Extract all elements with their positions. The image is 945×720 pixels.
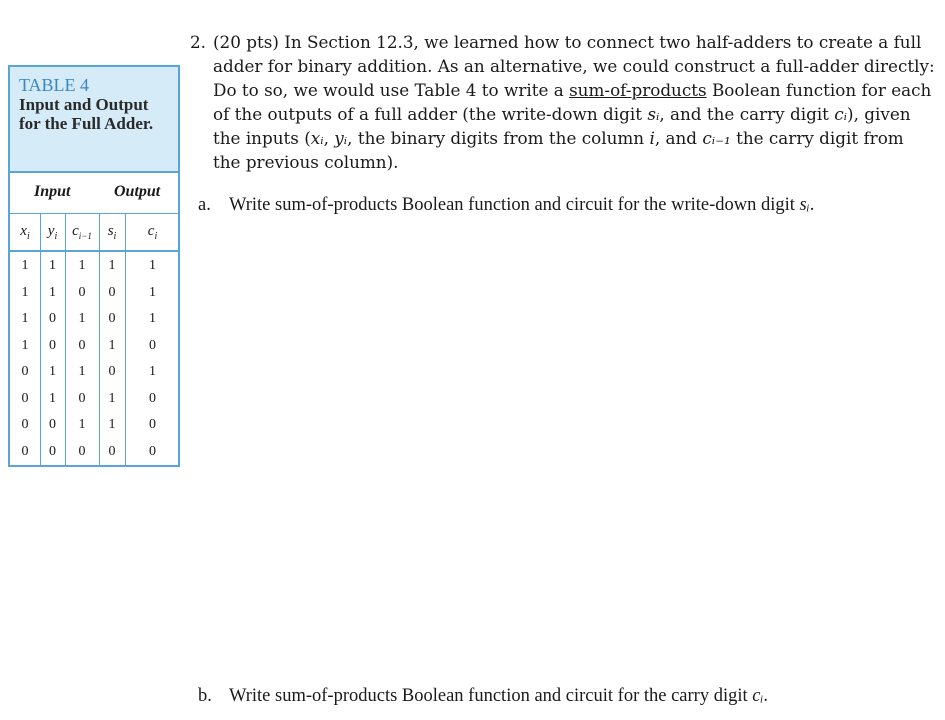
part-a [198, 195, 814, 216]
column-header-c-prev: $c_{i-1}$ [72, 223, 92, 241]
part-b-label: b. [198, 686, 212, 706]
cell-c-prev: 1 [78, 364, 86, 379]
question-text-part: Boolean function for each of the outputs of a full adder (the write-down digit [213, 80, 932, 124]
cell-x: 0 [21, 390, 29, 406]
part-a-end: . [809, 195, 815, 215]
var-s-i: sᵢ [647, 104, 660, 124]
table-row [10, 307, 178, 334]
cell-c: 0 [149, 390, 156, 406]
column-header-c: $c_i$ [147, 223, 158, 242]
group-header-row [10, 173, 178, 214]
part-a-text: Write sum-of-products Boolean function and circuit for the write-down digit [229, 195, 800, 215]
column-header-x: $x_i$ [20, 223, 30, 242]
cell-s: 1 [108, 337, 116, 353]
cell-y: 1 [49, 284, 56, 300]
table-row [10, 254, 178, 281]
cell-x: 0 [21, 417, 29, 432]
cell-c: 1 [149, 258, 156, 273]
table-row [10, 334, 178, 361]
truth-table [8, 65, 180, 467]
cell-c: 0 [149, 417, 156, 432]
table-row [10, 387, 178, 414]
cell-y: 0 [49, 311, 56, 326]
cell-c-prev: 1 [78, 311, 86, 326]
var-c-i: cᵢ [834, 104, 848, 124]
var-y-i: yᵢ [334, 128, 348, 148]
column-header-s: $s_i$ [107, 223, 117, 242]
cell-c-prev: 0 [78, 390, 86, 406]
cell-x: 0 [21, 443, 29, 459]
table-number: TABLE 4 [19, 75, 90, 95]
cell-c: 1 [149, 284, 156, 300]
cell-c-prev: 0 [78, 443, 86, 459]
cell-y: 1 [49, 258, 56, 273]
var-c-prev: cᵢ₋₁ [702, 128, 731, 148]
cell-s: 1 [108, 390, 116, 406]
question-text-part: , and [654, 128, 703, 148]
cell-y: 0 [49, 443, 56, 459]
cell-x: 1 [21, 284, 29, 300]
part-b [198, 686, 768, 707]
cell-c-prev: 1 [78, 417, 86, 432]
cell-s: 0 [108, 284, 116, 300]
cell-s: 0 [108, 364, 116, 379]
cell-s: 0 [108, 311, 116, 326]
table-row [10, 440, 178, 467]
question-text-part: the carry digit from the previous column). [213, 128, 904, 172]
cell-c: 0 [149, 337, 156, 353]
question-text-part: (20 pts) In Section 12.3, we learned how to connect two half-adders to create a full adder for binary addition. As an alternative, we could construct a full-adder directly: Do to so, we would use Table 4 to write a [213, 32, 935, 100]
var-x-i: xᵢ [310, 128, 324, 148]
cell-s: 1 [108, 258, 116, 273]
cell-c-prev: 1 [78, 258, 86, 273]
underlined-term: sum-of-products [569, 80, 707, 100]
column-header-y: $y_i$ [47, 223, 58, 242]
question-text-part: , the binary digits from the column [347, 128, 650, 148]
question-text-part: , [323, 128, 335, 148]
part-b-text: Write sum-of-products Boolean function and circuit for the carry digit [229, 686, 753, 706]
group-header-input: Input [34, 183, 71, 200]
var-i: i [649, 128, 655, 148]
table-row [10, 360, 178, 387]
cell-c-prev: 0 [78, 337, 86, 353]
cell-x: 1 [21, 258, 29, 273]
table-row [10, 413, 178, 440]
column-header-row [10, 214, 178, 252]
question-text-part: ), given the inputs ( [213, 104, 911, 148]
cell-s: 0 [108, 443, 116, 459]
cell-x: 1 [21, 337, 29, 353]
cell-c: 1 [149, 364, 156, 379]
cell-y: 0 [49, 337, 56, 353]
group-header-output: Output [114, 183, 161, 200]
cell-y: 1 [49, 364, 56, 379]
cell-s: 1 [108, 417, 116, 432]
part-b-var: cᵢ [752, 686, 764, 706]
cell-x: 1 [21, 311, 29, 326]
cell-c: 1 [149, 311, 156, 326]
cell-x: 0 [21, 364, 29, 379]
cell-y: 1 [49, 390, 56, 406]
cell-c: 0 [149, 443, 156, 459]
part-a-var: sᵢ [799, 195, 810, 215]
cell-c-prev: 0 [78, 284, 86, 300]
question-text-part: , and the carry digit [659, 104, 835, 124]
part-b-end: . [763, 686, 769, 706]
table-row [10, 281, 178, 308]
cell-y: 0 [49, 417, 56, 432]
table-header [10, 67, 178, 173]
table-caption: Input and Output for the Full Adder. [19, 95, 154, 133]
question-text [213, 30, 935, 174]
part-a-label: a. [198, 195, 211, 215]
question-number: 2. [190, 32, 207, 52]
